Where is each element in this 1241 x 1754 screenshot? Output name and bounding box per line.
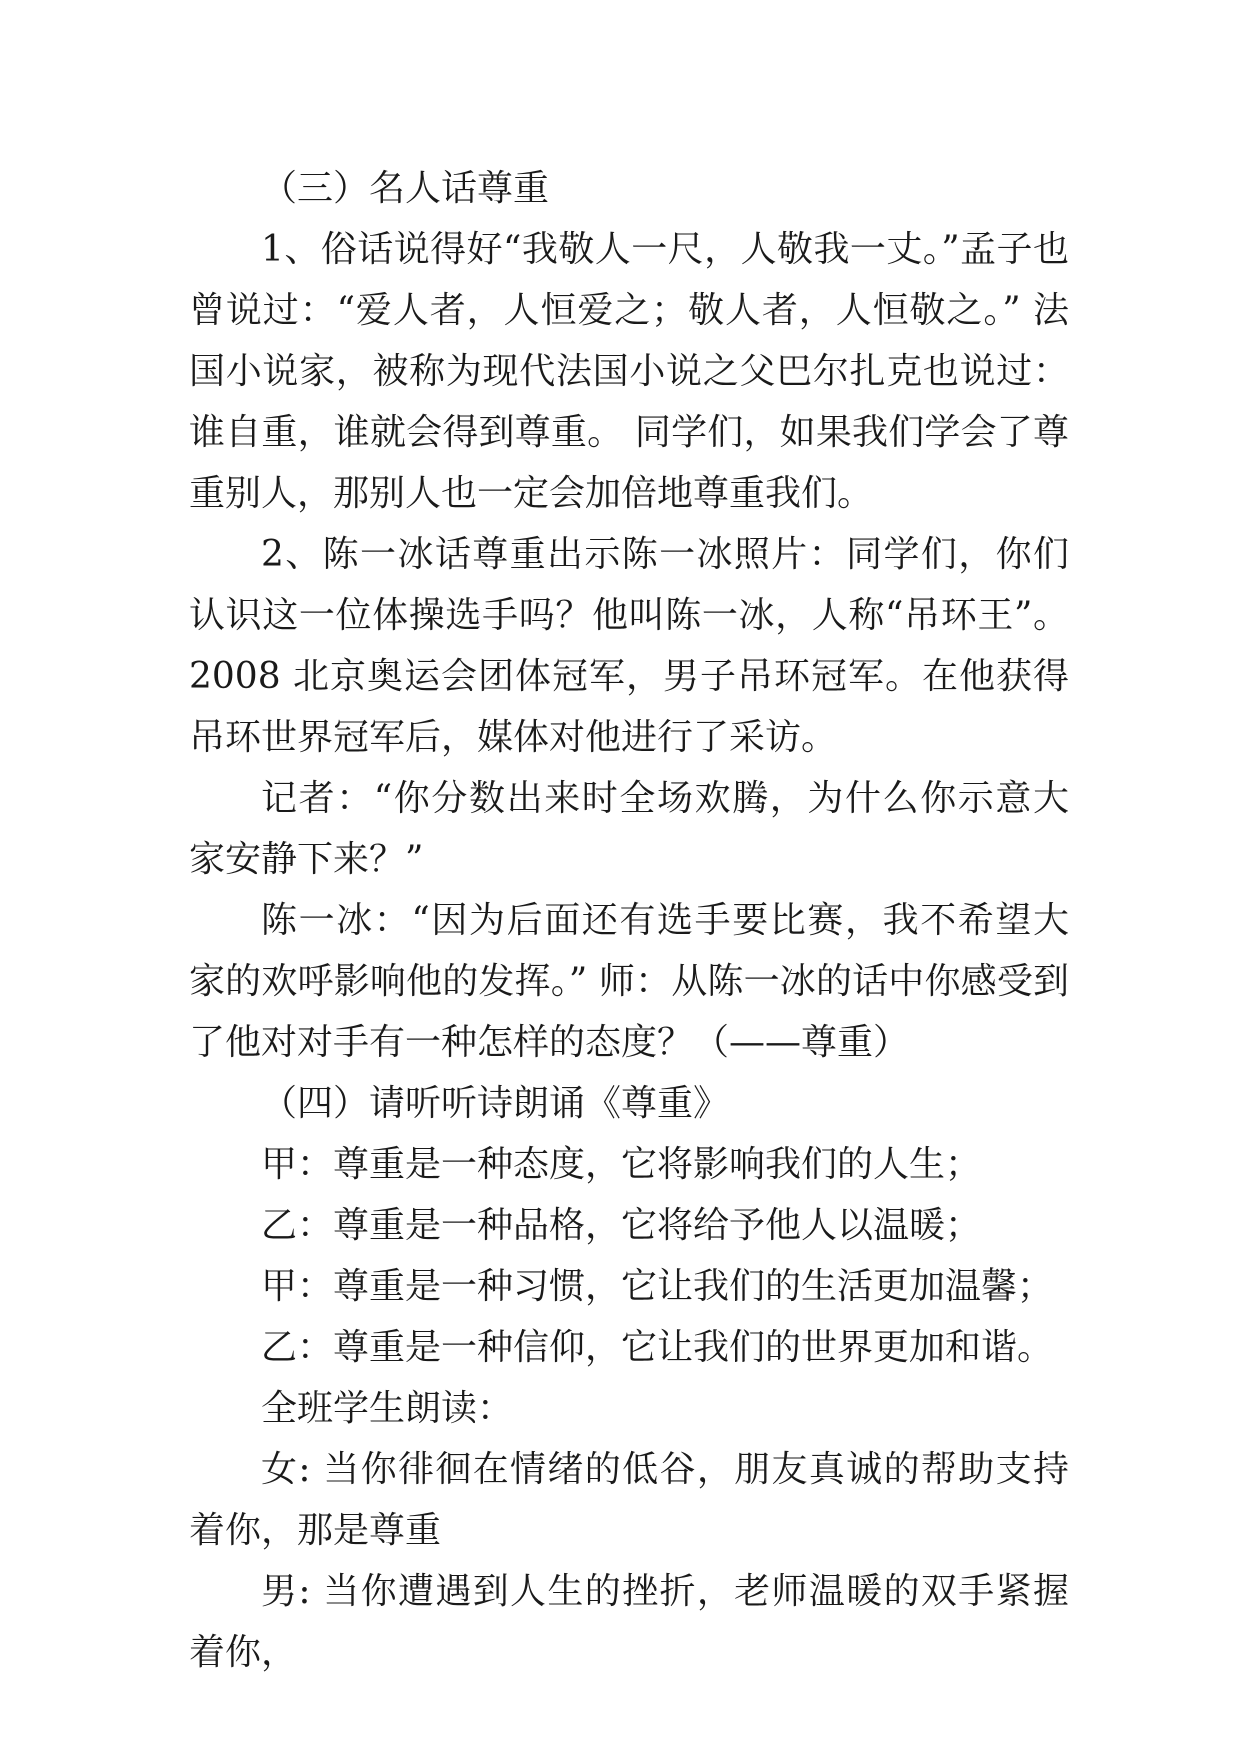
poem-line: 乙：尊重是一种品格，它将给予他人以温暖； — [261, 1205, 982, 1246]
poem-line: 乙：尊重是一种信仰，它让我们的世界更加和谐。 — [261, 1327, 1054, 1368]
poem-line: 甲：尊重是一种习惯，它让我们的生活更加温馨； — [261, 1266, 1054, 1307]
paragraph-chen-yibing: 2、陈一冰话尊重出示陈一冰照片：同学们，你们认识这一位体操选手吗？他叫陈一冰，人称“吊环王”。2008 北京奥运会团体冠军，男子吊环冠军。在他获得吊环世界冠军后，媒体对他进行了采访。 — [189, 534, 1069, 758]
paragraph-chen-reply: 陈一冰：“因为后面还有选手要比赛，我不希望大家的欢呼影响他的发挥。” 师：从陈一冰的话中你感受到了他对对手有一种怎样的态度？（——尊重） — [189, 900, 1069, 1063]
paragraph-reporter: 记者：“你分数出来时全场欢腾，为什么你示意大家安静下来？” — [189, 778, 1069, 880]
class-read-label: 全班学生朗读： — [261, 1388, 514, 1429]
paragraph-female: 女: 当你徘徊在情绪的低谷，朋友真诚的帮助支持着你，那是尊重 — [189, 1449, 1069, 1551]
section-heading-3: （三）名人话尊重 — [261, 168, 550, 209]
poem-line: 甲：尊重是一种态度，它将影响我们的人生； — [261, 1144, 982, 1185]
paragraph-famous-quotes: 1、俗话说得好“我敬人一尺，人敬我一丈。”孟子也曾说过：“爱人者，人恒爱之；敬人者，人恒敬之。” 法国小说家，被称为现代法国小说之父巴尔扎克也说过：谁自重，谁就会得到尊重。 同学们，如果我们学会了尊重别人，那别人也一定会加倍地尊重我们。 — [189, 229, 1069, 514]
paragraph-male: 男: 当你遭遇到人生的挫折，老师温暖的双手紧握着你， — [189, 1571, 1069, 1673]
document-body — [189, 158, 1069, 1683]
section-heading-4: （四）请听听诗朗诵《尊重》 — [261, 1083, 730, 1124]
